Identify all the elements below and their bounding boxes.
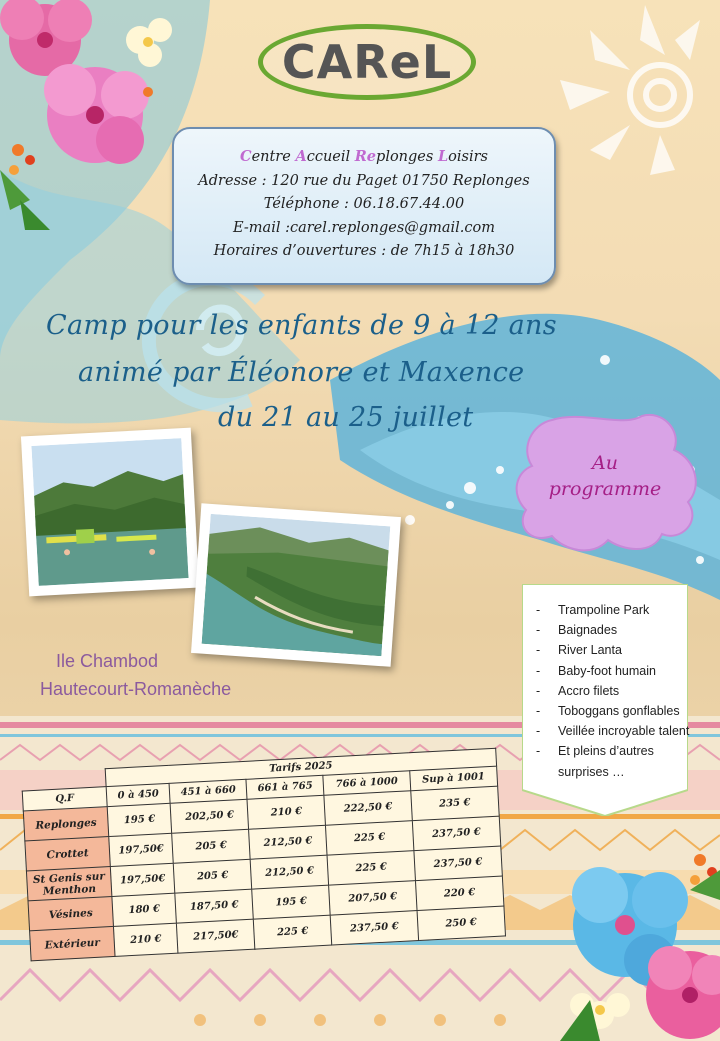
table-cell: 212,50 €	[250, 855, 328, 889]
row-label: Crottet	[25, 837, 110, 871]
program-badge-line-1: Au	[592, 452, 618, 474]
photo-lake-activities	[21, 428, 199, 597]
table-cell: 237,50 €	[330, 911, 418, 945]
center-word-3: plonges	[376, 149, 438, 165]
address: Adresse : 120 rue du Paget 01750 Replonges	[198, 172, 530, 189]
table-cell: 222,50 €	[324, 791, 412, 825]
program-item: - River Lanta	[536, 640, 696, 660]
program-item: - Et pleins d’autres surprises …	[536, 741, 696, 781]
tarifs-title: Tarifs 2025	[105, 748, 496, 786]
program-item: - Baby-foot humain	[536, 661, 696, 681]
row-label: Vésines	[28, 897, 113, 931]
center-word-4: oisirs	[448, 149, 488, 165]
table-cell: 225 €	[254, 915, 332, 949]
table-cell: 180 €	[112, 893, 177, 926]
program-item: - Veillée incroyable talent	[536, 721, 696, 741]
program-list-card	[522, 584, 688, 816]
table-cell: 250 €	[417, 906, 506, 941]
tarifs-table-wrapper	[21, 748, 507, 985]
headline-line-1: Camp pour les enfants de 9 à 12 ans	[46, 310, 557, 341]
contact-info-box	[172, 127, 556, 285]
program-item: - Trampoline Park	[536, 600, 696, 620]
table-cell: 210 €	[113, 923, 178, 956]
center-word-1: entre	[251, 149, 296, 165]
tarifs-table	[21, 748, 506, 962]
center-word-2: ccueil	[306, 149, 355, 165]
table-cell: 195 €	[107, 803, 172, 836]
lake-photo-image	[31, 438, 188, 586]
column-header: 0 à 450	[106, 783, 170, 806]
logo-text: CAReL	[281, 35, 453, 89]
column-header: 766 à 1000	[323, 771, 410, 795]
table-cell: 207,50 €	[329, 881, 417, 915]
table-cell: 225 €	[327, 851, 415, 885]
initial-re: Re	[354, 148, 377, 165]
headline-line-2: animé par Éléonore et Maxence	[78, 357, 525, 388]
initial-l: L	[437, 148, 449, 165]
table-cell: 197,50€	[110, 863, 175, 896]
table-cell: 237,50 €	[414, 846, 503, 881]
headline-line-3: du 21 au 25 juillet	[218, 402, 474, 433]
phone: Téléphone : 06.18.67.44.00	[263, 196, 465, 212]
table-cell: 217,50€	[177, 919, 255, 953]
column-header: 661 à 765	[246, 775, 324, 799]
row-label: Extérieur	[30, 926, 115, 960]
row-label: St Genis sur Menthon	[26, 867, 111, 901]
column-header: Sup à 1001	[409, 766, 497, 791]
table-cell: 220 €	[415, 876, 504, 911]
center-name	[180, 145, 548, 170]
table-cell: 237,50 €	[412, 816, 501, 851]
table-cell: 225 €	[326, 821, 414, 855]
column-header: 451 à 660	[169, 779, 247, 803]
initial-c: C	[240, 148, 252, 165]
initial-a: A	[295, 148, 307, 165]
table-cell: 195 €	[252, 885, 330, 919]
qf-label: Q.F	[22, 787, 107, 811]
program-items	[536, 600, 696, 782]
aerial-photo-image	[202, 514, 391, 656]
opening-hours: Horaires d’ouvertures : de 7h15 à 18h30	[213, 243, 515, 259]
program-item: - Toboggans gonflables	[536, 701, 696, 721]
row-label: Replonges	[23, 807, 108, 841]
photo-lake-aerial	[191, 503, 401, 667]
table-cell: 212,50 €	[249, 825, 327, 859]
place-name: Ile Chambod	[56, 651, 159, 671]
email: E-mail :carel.replonges@gmail.com	[233, 219, 495, 236]
table-cell: 202,50 €	[170, 799, 248, 833]
place-town: Hautecourt-Romanèche	[40, 679, 232, 699]
carel-logo	[258, 24, 476, 100]
table-cell: 187,50 €	[175, 889, 253, 923]
table-cell: 235 €	[410, 786, 499, 821]
program-item: - Baignades	[536, 620, 696, 640]
program-badge	[530, 450, 680, 502]
table-cell: 205 €	[172, 829, 250, 863]
table-cell: 197,50€	[109, 833, 174, 866]
program-item: - Accro filets	[536, 681, 696, 701]
table-cell: 205 €	[174, 859, 252, 893]
program-badge-line-2: programme	[548, 478, 662, 500]
table-cell: 210 €	[247, 795, 325, 829]
